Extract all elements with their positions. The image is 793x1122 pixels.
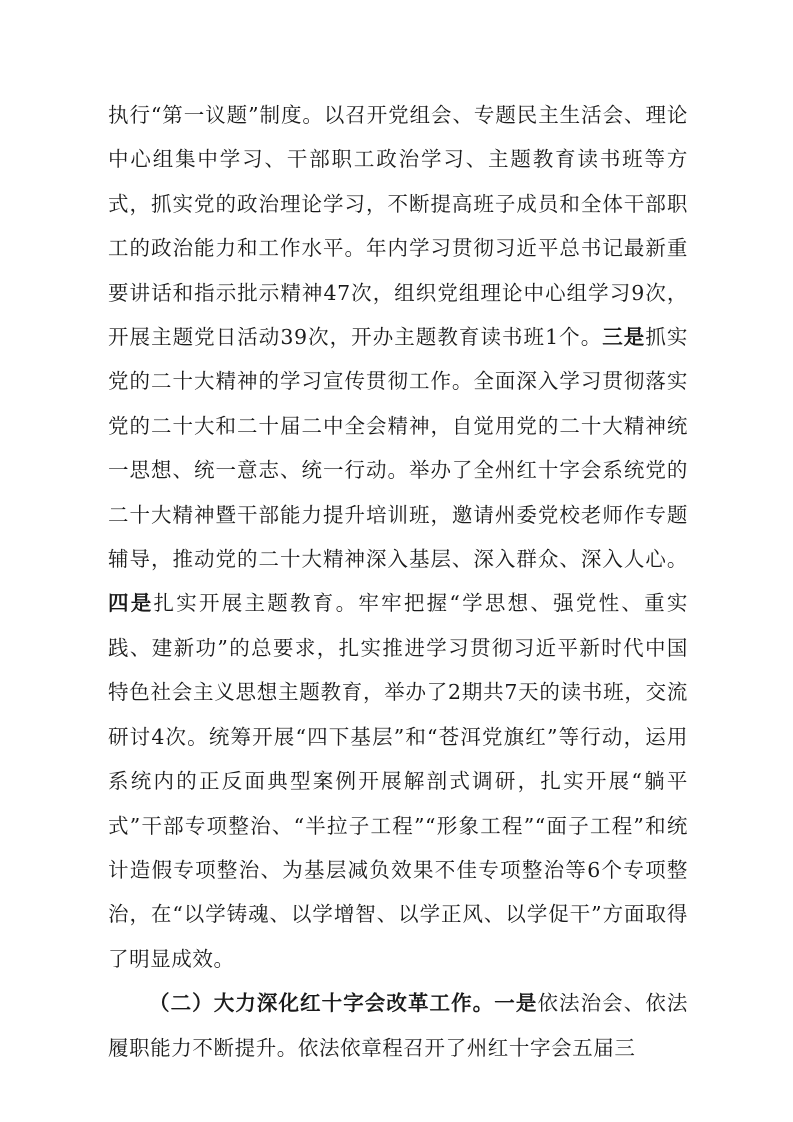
point-three-lead: 三是 xyxy=(602,325,646,350)
paragraph-reform xyxy=(108,981,688,1070)
section-heading: （二）大力深化红十字会改革工作。 xyxy=(149,991,495,1016)
paragraph-party-study xyxy=(108,93,688,981)
paragraph-text: 执行“第一议题”制度。以召开党组会、专题民主生活会、理论中心组集中学习、干部职工政治学习、主题教育读书班等方式，抓实党的政治理论学习，不断提高班子成员和全体干部职工的政治能力和工作水平。年内学习贯彻习近平总书记最新重要讲话和指示批示精神47次，组织党组理论中心组学习9次，开展主题党日活动39次，开办主题教育读书班1个。 xyxy=(108,103,688,350)
point-one-lead: 一是 xyxy=(494,991,538,1016)
paragraph-text: 扎实开展主题教育。牢牢把握“学思想、强党性、重实践、建新功”的总要求，扎实推进学习贯彻习近平新时代中国特色社会主义思想主题教育，举办了2期共7天的读书班，交流研讨4次。统筹开展“四下基层”和“苍洱党旗红”等行动，运用系统内的正反面典型案例开展解剖式调研，扎实开展“躺平式”干部专项整治、“半拉子工程”“形象工程”“面子工程”和统计造假专项整治、为基层减负效果不佳专项整治等6个专项整治，在“以学铸魂、以学增智、以学正风、以学促干”方面取得了明显成效。 xyxy=(108,591,688,971)
point-four-lead: 四是 xyxy=(108,591,154,616)
paragraph-text: 抓实党的二十大精神的学习宣传贯彻工作。全面深入学习贯彻落实党的二十大和二十届二中全会精神，自觉用党的二十大精神统一思想、统一意志、统一行动。举办了全州红十字会系统党的二十大精神暨干部能力提升培训班，邀请州委党校老师作专题辅导，推动党的二十大精神深入基层、深入群众、深入人心。 xyxy=(108,325,689,572)
document-body xyxy=(108,93,688,1070)
paragraph-text: 依法治会、依法履职能力不断提升。依法依章程召开了州红十字会五届三 xyxy=(108,991,689,1060)
